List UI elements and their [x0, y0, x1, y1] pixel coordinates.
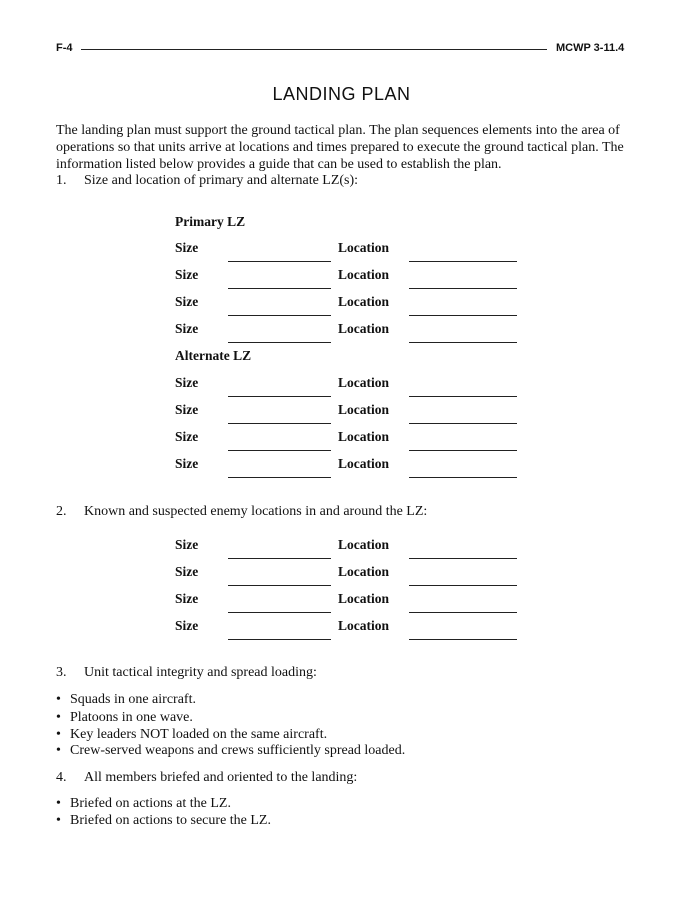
- size-label: Size: [175, 375, 199, 390]
- size-label: Size: [175, 429, 199, 444]
- item-text: Known and suspected enemy locations in and around the LZ:: [84, 504, 428, 519]
- location-blank-field[interactable]: [409, 396, 517, 397]
- location-label: Location: [338, 294, 390, 309]
- location-label: Location: [338, 591, 390, 606]
- location-label: Location: [338, 564, 390, 579]
- page-number: F-4: [56, 42, 73, 54]
- size-blank-field[interactable]: [228, 396, 331, 397]
- location-label: Location: [338, 321, 390, 336]
- header-rule: [81, 49, 547, 50]
- bullet-item: Platoons in one wave.: [70, 710, 193, 725]
- size-blank-field[interactable]: [228, 558, 331, 559]
- location-blank-field[interactable]: [409, 261, 517, 262]
- location-label: Location: [338, 402, 390, 417]
- location-blank-field[interactable]: [409, 612, 517, 613]
- bullet-item: Squads in one aircraft.: [70, 692, 196, 707]
- size-blank-field[interactable]: [228, 477, 331, 478]
- item-number: 2.: [56, 504, 67, 519]
- location-blank-field[interactable]: [409, 315, 517, 316]
- location-blank-field[interactable]: [409, 477, 517, 478]
- bullet-icon: •: [56, 692, 61, 707]
- location-blank-field[interactable]: [409, 288, 517, 289]
- bullet-icon: •: [56, 796, 61, 811]
- bullet-icon: •: [56, 813, 61, 828]
- bullet-icon: •: [56, 710, 61, 725]
- size-blank-field[interactable]: [228, 342, 331, 343]
- item-text: All members briefed and oriented to the landing:: [84, 770, 358, 785]
- bullet-item: Key leaders NOT loaded on the same aircraft.: [70, 727, 328, 742]
- location-label: Location: [338, 618, 390, 633]
- size-label: Size: [175, 456, 199, 471]
- size-label: Size: [175, 537, 199, 552]
- bullet-icon: •: [56, 743, 61, 758]
- size-blank-field[interactable]: [228, 450, 331, 451]
- bullet-icon: •: [56, 727, 61, 742]
- item-text: Size and location of primary and alternate LZ(s):: [84, 173, 359, 188]
- alternate-lz-heading: Alternate LZ: [175, 348, 252, 363]
- intro-paragraph: The landing plan must support the ground tactical plan. The plan sequences elements into the area of operations so that units arrive at locations and times prepared to execute the ground tactical plan. The information listed below provides a guide that can be used to establish the plan.: [56, 123, 624, 172]
- size-blank-field[interactable]: [228, 261, 331, 262]
- size-label: Size: [175, 240, 199, 255]
- item-number: 1.: [56, 173, 67, 188]
- size-blank-field[interactable]: [228, 315, 331, 316]
- location-label: Location: [338, 267, 390, 282]
- size-blank-field[interactable]: [228, 639, 331, 640]
- item-number: 4.: [56, 770, 67, 785]
- item-number: 3.: [56, 665, 67, 680]
- item-text: Unit tactical integrity and spread loading:: [84, 665, 317, 680]
- publication-id: MCWP 3-11.4: [556, 42, 625, 54]
- location-blank-field[interactable]: [409, 423, 517, 424]
- location-blank-field[interactable]: [409, 639, 517, 640]
- size-label: Size: [175, 564, 199, 579]
- size-blank-field[interactable]: [228, 423, 331, 424]
- size-label: Size: [175, 402, 199, 417]
- size-blank-field[interactable]: [228, 288, 331, 289]
- size-label: Size: [175, 294, 199, 309]
- size-label: Size: [175, 591, 199, 606]
- location-blank-field[interactable]: [409, 450, 517, 451]
- size-label: Size: [175, 321, 199, 336]
- bullet-item: Briefed on actions to secure the LZ.: [70, 813, 271, 828]
- page-title: LANDING PLAN: [272, 84, 411, 104]
- size-blank-field[interactable]: [228, 585, 331, 586]
- size-blank-field[interactable]: [228, 612, 331, 613]
- location-blank-field[interactable]: [409, 585, 517, 586]
- location-label: Location: [338, 537, 390, 552]
- size-label: Size: [175, 618, 199, 633]
- location-label: Location: [338, 240, 390, 255]
- location-blank-field[interactable]: [409, 558, 517, 559]
- location-blank-field[interactable]: [409, 342, 517, 343]
- location-label: Location: [338, 456, 390, 471]
- size-label: Size: [175, 267, 199, 282]
- primary-lz-heading: Primary LZ: [175, 214, 246, 229]
- bullet-item: Briefed on actions at the LZ.: [70, 796, 231, 811]
- bullet-item: Crew-served weapons and crews sufficiently spread loaded.: [70, 743, 406, 758]
- location-label: Location: [338, 375, 390, 390]
- location-label: Location: [338, 429, 390, 444]
